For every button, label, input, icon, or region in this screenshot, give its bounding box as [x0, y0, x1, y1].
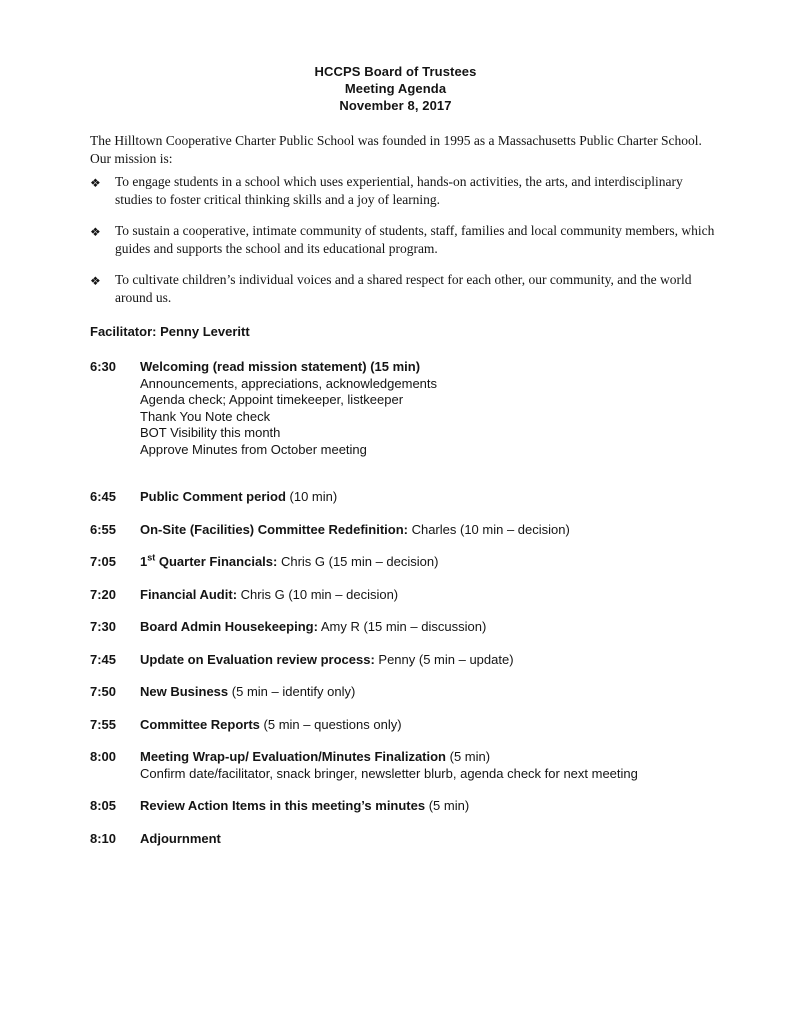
title-line-doc-type: Meeting Agenda: [344, 81, 447, 96]
agenda-row-new-business: [90, 684, 716, 701]
agenda-time: 7:30: [90, 619, 117, 634]
agenda-time: 7:45: [90, 651, 117, 667]
agenda-item-text: [140, 522, 716, 539]
agenda-item-title: Meeting Wrap-up/ Evaluation/Minutes Finalization: [140, 749, 446, 764]
agenda-item-title: New Business: [140, 684, 229, 699]
agenda-item-detail: Amy R (15 min – discussion): [317, 619, 487, 634]
agenda-row-onsite-committee: [90, 522, 716, 539]
ordinal-superscript: st: [147, 552, 156, 563]
agenda-row-board-admin: [90, 619, 716, 636]
agenda-item-text: [140, 554, 716, 571]
title-line-org: HCCPS Board of Trustees: [314, 64, 477, 79]
agenda-item-text: [140, 717, 716, 734]
mission-bullet: [90, 271, 716, 307]
agenda-item-text: [140, 798, 716, 815]
agenda-item-title: Update on Evaluation review process:: [140, 651, 375, 667]
agenda-item-title: Adjournment: [140, 830, 221, 846]
agenda-item-text: [140, 587, 716, 604]
agenda-row-wrap-up: [90, 749, 716, 782]
agenda-subline: Approve Minutes from October meeting: [140, 441, 367, 457]
agenda-item-text: [140, 489, 716, 506]
document-title-block: [0, 63, 791, 114]
agenda-item-detail: Charles (10 min – decision): [407, 521, 570, 537]
agenda-item-text: [140, 652, 716, 669]
agenda-item-text: [140, 684, 716, 701]
agenda-item-detail: Chris G (10 min – decision): [237, 586, 399, 602]
agenda-time: 6:30: [90, 359, 117, 374]
agenda-time: 6:55: [90, 521, 117, 537]
agenda-time: 7:05: [90, 554, 117, 569]
agenda-row-public-comment: [90, 489, 716, 506]
agenda-time: 6:45: [90, 489, 117, 504]
agenda-item-detail: (10 min): [285, 489, 338, 504]
agenda-item-title: Financial Audit:: [140, 586, 238, 602]
mission-bullet-list: [90, 173, 716, 307]
agenda-time: 8:00: [90, 749, 117, 764]
agenda-row-financial-audit: [90, 587, 716, 604]
agenda-item-detail: Penny (5 min – update): [374, 651, 514, 667]
agenda-time: 7:20: [90, 586, 117, 602]
agenda-item-title: 1st Quarter Financials:: [140, 552, 278, 569]
agenda-item-title: Board Admin Housekeeping:: [140, 619, 318, 634]
agenda-subline: BOT Visibility this month: [140, 425, 281, 440]
title-line-date: November 8, 2017: [339, 98, 452, 113]
mission-bullet: [90, 173, 716, 209]
agenda-row-evaluation-review: [90, 652, 716, 669]
agenda-item-detail: (5 min – identify only): [228, 684, 356, 699]
agenda-subline: Confirm date/facilitator, snack bringer, newsletter blurb, agenda check for next meeting: [140, 765, 638, 781]
agenda-item-detail: (5 min – questions only): [259, 716, 402, 732]
intro-paragraph: The Hilltown Cooperative Charter Public School was founded in 1995 as a Massachusetts Public Charter School. Our mission is:: [90, 133, 709, 166]
agenda-item-detail: (5 min): [446, 749, 491, 764]
agenda-item-text: [140, 359, 716, 458]
agenda-time: 8:10: [90, 830, 117, 846]
agenda-time: 7:55: [90, 716, 117, 732]
agenda-item-title: On-Site (Facilities) Committee Redefinition:: [140, 521, 408, 537]
agenda-row-review-action-items: [90, 798, 716, 815]
mission-bullet-text: To engage students in a school which uses experiential, hands-on activities, the arts, and interdisciplinary studies to foster critical thinking skills and a joy of learning.: [115, 174, 683, 207]
agenda-item-title: Committee Reports: [140, 716, 260, 732]
agenda-item-text: [140, 831, 716, 848]
agenda-time: 7:50: [90, 684, 117, 699]
agenda-row-committee-reports: [90, 717, 716, 734]
facilitator-line: Facilitator: Penny Leveritt: [90, 324, 250, 339]
agenda-row-adjournment: [90, 831, 716, 848]
agenda-item-title: Public Comment period: [140, 489, 286, 504]
mission-bullet: [90, 222, 716, 258]
agenda-item-text: [140, 749, 716, 782]
agenda-time: 8:05: [90, 798, 117, 813]
agenda-item-title: Welcoming (read mission statement) (15 min): [140, 359, 421, 374]
diamond-bullet-icon: ❖: [90, 176, 101, 190]
diamond-bullet-icon: ❖: [90, 225, 101, 239]
mission-bullet-text: To sustain a cooperative, intimate community of students, staff, families and local community members, which guides and supports the school and its educational program.: [115, 223, 715, 256]
agenda-item-detail: (5 min): [425, 798, 470, 813]
agenda-subline: Thank You Note check: [140, 408, 271, 424]
agenda-subline: Agenda check; Appoint timekeeper, listkeeper: [140, 392, 404, 407]
agenda-subline: Announcements, appreciations, acknowledgements: [140, 375, 438, 391]
agenda-row-q1-financials: [90, 554, 716, 571]
agenda-list: [90, 359, 716, 847]
agenda-item-title: Review Action Items in this meeting’s minutes: [140, 798, 426, 813]
mission-bullet-text: To cultivate children’s individual voices and a shared respect for each other, our community, and the world around us.: [115, 272, 692, 305]
agenda-item-text: [140, 619, 716, 636]
agenda-row-welcoming: [90, 359, 716, 458]
diamond-bullet-icon: ❖: [90, 274, 101, 288]
agenda-item-detail: Chris G (15 min – decision): [277, 554, 439, 569]
